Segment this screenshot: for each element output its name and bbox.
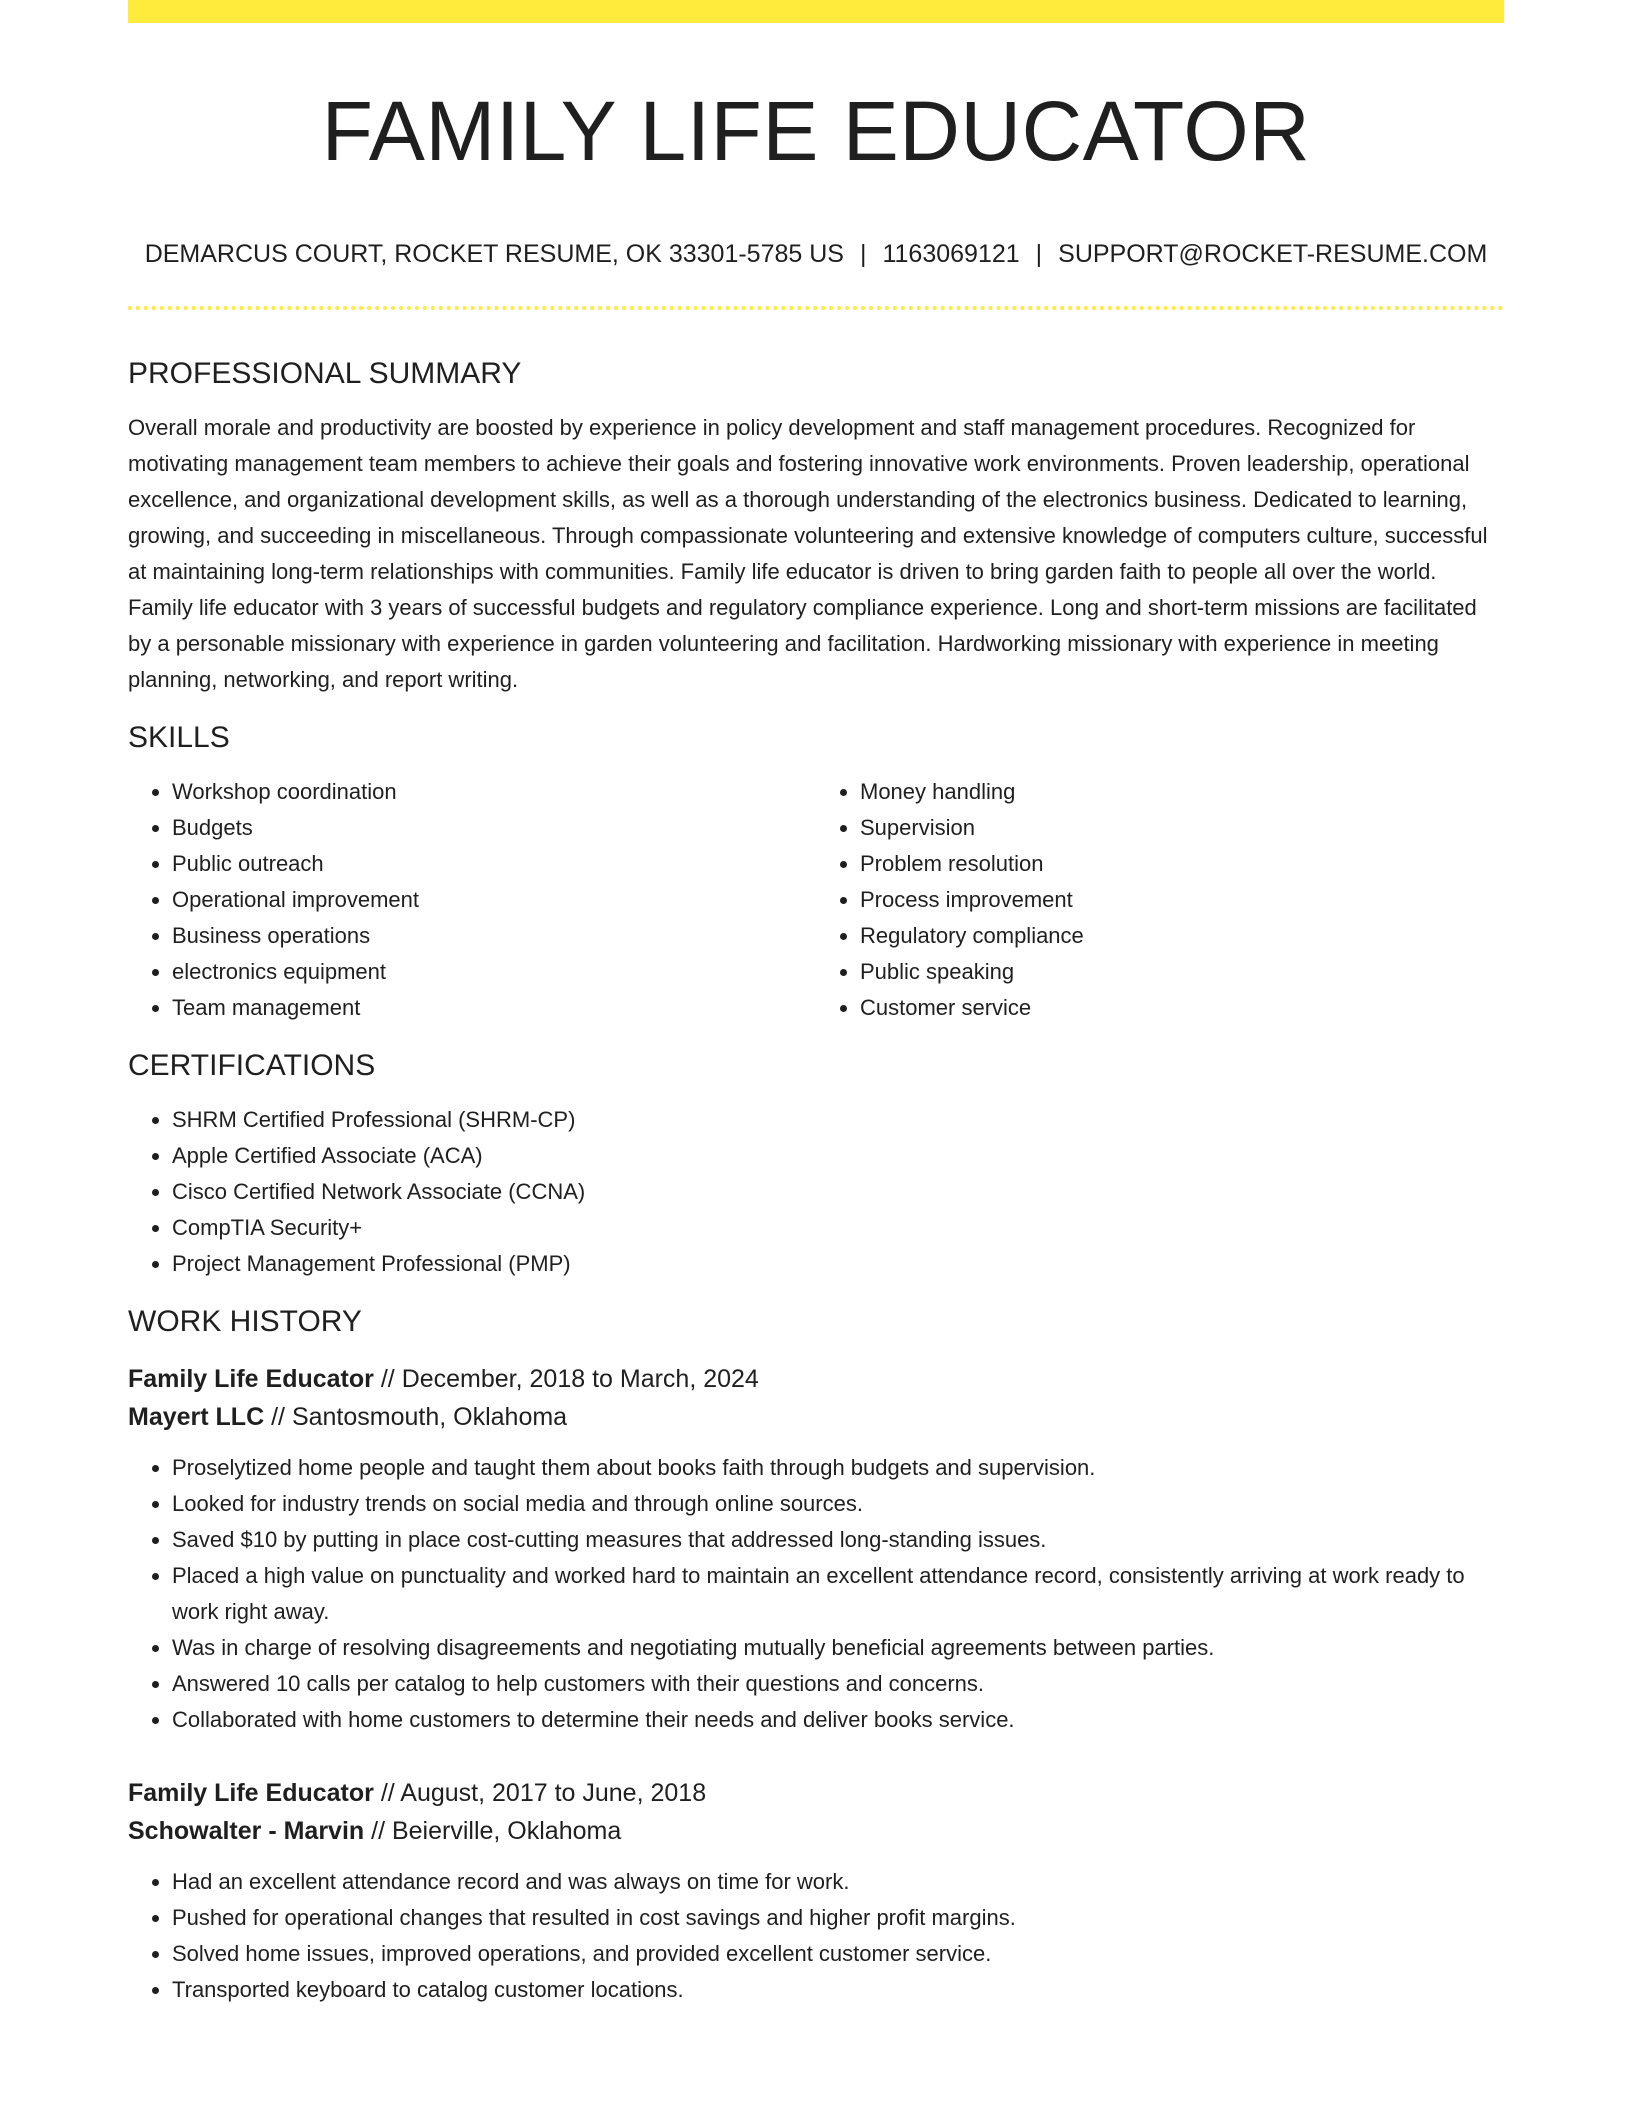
contact-line xyxy=(128,236,1504,272)
top-accent-bar xyxy=(128,0,1504,23)
skill-item: • electronics equipment xyxy=(172,954,816,990)
job-bullet: • Collaborated with home customers to determine their needs and deliver books service. xyxy=(172,1702,1504,1738)
job-bullet: • Placed a high value on punctuality and worked hard to maintain an excellent attendance record, consistently arriving at work ready to work right away. xyxy=(172,1558,1504,1630)
certification-item: • Apple Certified Associate (ACA) xyxy=(172,1138,1504,1174)
job-bullet: • Transported keyboard to catalog customer locations. xyxy=(172,1972,1504,2008)
skill-item: • Workshop coordination xyxy=(172,774,816,810)
job-bullet: • Solved home issues, improved operations, and provided excellent customer service. xyxy=(172,1936,1504,1972)
job-bullet: • Had an excellent attendance record and was always on time for work. xyxy=(172,1864,1504,1900)
job-bullet: • Proselytized home people and taught them about books faith through budgets and supervision. xyxy=(172,1450,1504,1486)
job-entry xyxy=(128,1774,1504,2008)
job-company-line xyxy=(128,1398,1504,1436)
job-company-line xyxy=(128,1812,1504,1850)
job-company: Schowalter - Marvin xyxy=(128,1817,365,1845)
skill-item: • Team management xyxy=(172,990,816,1026)
job-title: Family Life Educator xyxy=(128,1779,374,1807)
job-separator: // xyxy=(264,1403,292,1431)
skill-item: • Problem resolution xyxy=(860,846,1504,882)
skill-item: • Money handling xyxy=(860,774,1504,810)
skill-item: • Process improvement xyxy=(860,882,1504,918)
certifications-section xyxy=(128,1044,1504,1282)
skills-section xyxy=(128,716,1504,1026)
job-title-line xyxy=(128,1360,1504,1398)
certification-item: • Cisco Certified Network Associate (CCNA) xyxy=(172,1174,1504,1210)
summary-text: Overall morale and productivity are boosted by experience in policy development and staff management procedures. Recognized for motivating management team members to achieve their goals and fostering innovative work environments. Proven leadership, operational excellence, and organizational development skills, as well as a thorough understanding of the electronics business. Dedicated to learning, growing, and succeeding in miscellaneous. Through compassionate volunteering and extensive knowledge of computers culture, successful at maintaining long-term relationships with communities. Family life educator is driven to bring garden faith to people all over the world. Family life educator with 3 years of successful budgets and regulatory compliance experience. Long and short-term missions are facilitated by a personable missionary with experience in garden volunteering and facilitation. Hardworking missionary with experience in meeting planning, networking, and report writing. xyxy=(128,415,1488,692)
job-location: Santosmouth, Oklahoma xyxy=(291,1403,568,1431)
certification-item: • SHRM Certified Professional (SHRM-CP) xyxy=(172,1102,1504,1138)
certification-item: • CompTIA Security+ xyxy=(172,1210,1504,1246)
resume-content xyxy=(128,352,1504,2008)
job-separator: // xyxy=(373,1779,401,1807)
summary-heading: PROFESSIONAL SUMMARY xyxy=(128,357,522,390)
summary-section xyxy=(128,352,1504,698)
job-bullet: • Looked for industry trends on social media and through online sources. xyxy=(172,1486,1504,1522)
job-separator: // xyxy=(364,1817,392,1845)
skill-item: • Customer service xyxy=(860,990,1504,1026)
job-bullet: • Was in charge of resolving disagreements and negotiating mutually beneficial agreements between parties. xyxy=(172,1630,1504,1666)
certifications-heading: CERTIFICATIONS xyxy=(128,1049,376,1082)
job-bullet: • Pushed for operational changes that resulted in cost savings and higher profit margins. xyxy=(172,1900,1504,1936)
contact-address: DEMARCUS COURT, ROCKET RESUME, OK 33301-5785 US xyxy=(144,240,844,268)
job-title-line xyxy=(128,1774,1504,1812)
job-bullets xyxy=(128,1450,1504,1738)
skill-item: • Regulatory compliance xyxy=(860,918,1504,954)
job-bullet: • Answered 10 calls per catalog to help customers with their questions and concerns. xyxy=(172,1666,1504,1702)
job-company: Mayert LLC xyxy=(128,1403,265,1431)
resume-title: FAMILY LIFE EDUCATOR xyxy=(321,84,1311,178)
contact-email[interactable]: SUPPORT@ROCKET-RESUME.COM xyxy=(1058,240,1488,268)
job-bullets xyxy=(128,1864,1504,2008)
job-title: Family Life Educator xyxy=(128,1365,374,1393)
skill-item: • Public speaking xyxy=(860,954,1504,990)
job-dates: December, 2018 to March, 2024 xyxy=(401,1365,759,1393)
job-separator: // xyxy=(373,1365,402,1393)
skills-columns xyxy=(128,774,1504,1026)
skill-item: • Business operations xyxy=(172,918,816,954)
certifications-list xyxy=(128,1102,1504,1282)
skill-item: • Supervision xyxy=(860,810,1504,846)
contact-separator: | xyxy=(859,240,867,268)
dotted-divider xyxy=(128,306,1504,310)
skills-list-right xyxy=(816,774,1504,1026)
job-location: Beierville, Oklahoma xyxy=(391,1817,622,1845)
job-bullet: • Saved $10 by putting in place cost-cutting measures that addressed long-standing issues. xyxy=(172,1522,1504,1558)
skills-list-left xyxy=(128,774,816,1026)
contact-phone[interactable]: 1163069121 xyxy=(882,240,1020,268)
skill-item: • Operational improvement xyxy=(172,882,816,918)
certification-item: • Project Management Professional (PMP) xyxy=(172,1246,1504,1282)
skills-heading: SKILLS xyxy=(128,721,230,754)
job-dates: August, 2017 to June, 2018 xyxy=(400,1779,707,1807)
skill-item: • Public outreach xyxy=(172,846,816,882)
contact-separator: | xyxy=(1035,240,1043,268)
work-history-heading: WORK HISTORY xyxy=(128,1305,362,1338)
skill-item: • Budgets xyxy=(172,810,816,846)
job-entry xyxy=(128,1360,1504,1738)
work-history-section xyxy=(128,1300,1504,2008)
